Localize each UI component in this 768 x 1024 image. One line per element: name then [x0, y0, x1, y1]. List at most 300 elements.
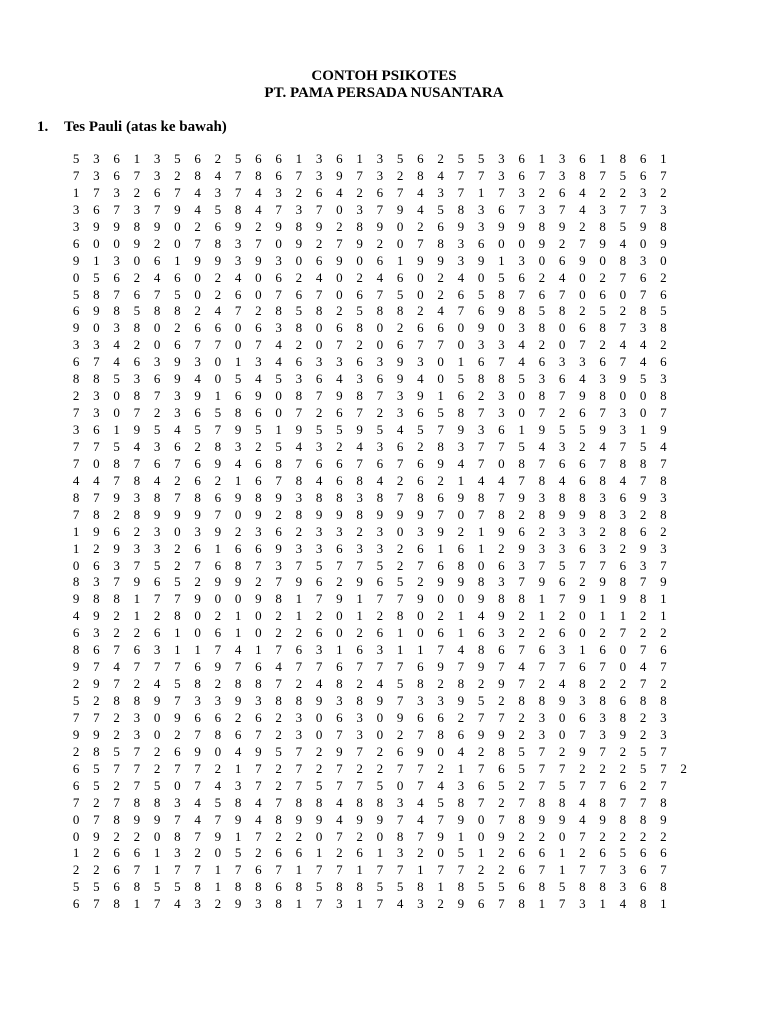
digit-cell: 3 — [315, 167, 323, 183]
digit-cell: 2 — [356, 676, 363, 692]
digit-cell: 9 — [619, 726, 627, 742]
digit-cell: 3 — [356, 371, 363, 387]
digit-cell: 1 — [133, 896, 141, 912]
digit-cell: 0 — [619, 642, 627, 658]
digit-cell: 0 — [457, 591, 465, 607]
digit-cell: 8 — [477, 371, 485, 387]
digit-cell: 4 — [336, 184, 343, 200]
digit-cell: 1 — [356, 151, 363, 166]
digit-cell: 1 — [457, 625, 465, 641]
digit-cell: 6 — [437, 709, 444, 725]
digit-cell: 6 — [174, 438, 181, 454]
digit-cell: 8 — [113, 693, 120, 708]
digit-cell: 7 — [660, 862, 667, 878]
digit-cell: 9 — [234, 896, 242, 912]
digit-cell: 9 — [417, 591, 424, 607]
digit-cell: 6 — [538, 286, 546, 302]
digit-cell: 8 — [234, 879, 242, 895]
digit-cell: 7 — [133, 659, 141, 675]
digit-cell: 7 — [315, 201, 323, 217]
digit-cell: 2 — [214, 608, 222, 624]
digit-cell: 6 — [417, 472, 424, 488]
digit-cell: 7 — [579, 777, 586, 793]
digit-cell: 1 — [93, 252, 100, 268]
digit-cell: 9 — [214, 828, 222, 844]
digit-cell: 6 — [113, 862, 120, 878]
digit-cell: 7 — [153, 201, 161, 217]
digit-cell: 0 — [194, 625, 201, 641]
digit-cell: 0 — [214, 354, 222, 370]
digit-cell: 5 — [214, 201, 222, 217]
digit-cell: 0 — [72, 269, 80, 285]
digit-cell: 6 — [558, 625, 566, 641]
digit-cell: 4 — [275, 337, 282, 353]
digit-cell: 5 — [93, 777, 100, 793]
digit-cell: 9 — [295, 574, 303, 590]
digit-cell: 8 — [579, 676, 586, 692]
digit-cell: 9 — [133, 235, 141, 251]
digit-cell: 4 — [558, 676, 566, 692]
digit-cell: 8 — [599, 693, 606, 708]
digit-cell: 3 — [457, 252, 465, 268]
digit-cell: 0 — [153, 709, 161, 725]
digit-cell: 9 — [336, 167, 343, 183]
digit-cell: 6 — [72, 777, 80, 793]
digit-cell: 8 — [396, 303, 404, 319]
digit-cell: 0 — [396, 235, 404, 251]
digit-cell: 7 — [295, 777, 303, 793]
digit-cell: 6 — [194, 472, 201, 488]
digit-cell: 9 — [93, 676, 100, 692]
digit-cell: 7 — [315, 896, 323, 912]
digit-cell: 9 — [214, 574, 222, 590]
digit-cell: 0 — [214, 845, 222, 861]
digit-cell: 6 — [518, 151, 525, 166]
digit-cell: 6 — [417, 455, 424, 471]
digit-cell: 4 — [194, 371, 201, 387]
digit-cell: 0 — [174, 218, 181, 234]
digit-row — [66, 253, 694, 270]
digit-row — [66, 710, 694, 727]
digit-cell: 3 — [133, 489, 141, 505]
digit-cell: 2 — [498, 862, 505, 878]
digit-cell: 2 — [194, 438, 201, 454]
digit-cell: 3 — [174, 794, 181, 810]
digit-cell: 4 — [194, 201, 201, 217]
digit-cell: 9 — [437, 659, 444, 675]
digit-cell: 6 — [113, 879, 120, 895]
digit-cell: 6 — [477, 777, 485, 793]
digit-cell: 0 — [153, 337, 161, 353]
digit-cell: 7 — [477, 760, 485, 776]
digit-cell: 7 — [396, 811, 404, 827]
digit-cell: 0 — [437, 591, 444, 607]
digit-cell: 9 — [477, 726, 485, 742]
digit-cell: 2 — [93, 862, 100, 878]
digit-cell: 9 — [437, 523, 444, 539]
digit-cell: 7 — [336, 777, 343, 793]
digit-cell: 6 — [214, 557, 222, 573]
digit-cell: 0 — [93, 235, 100, 251]
digit-cell: 9 — [558, 811, 566, 827]
digit-cell: 3 — [498, 625, 505, 641]
digit-cell: 2 — [336, 218, 343, 234]
digit-cell: 3 — [498, 337, 505, 353]
digit-cell: 6 — [518, 845, 525, 861]
digit-cell: 8 — [133, 218, 141, 234]
digit-cell: 6 — [376, 184, 384, 200]
digit-cell: 3 — [356, 489, 363, 505]
digit-cell: 3 — [315, 642, 323, 658]
digit-cell: 0 — [234, 337, 242, 353]
digit-cell: 7 — [518, 472, 525, 488]
digit-cell: 1 — [457, 760, 465, 776]
digit-row — [66, 219, 694, 236]
digit-cell: 8 — [457, 557, 465, 573]
digit-cell: 2 — [255, 438, 262, 454]
digit-cell: 8 — [133, 506, 141, 522]
digit-cell: 6 — [153, 625, 161, 641]
digit-cell: 4 — [538, 438, 546, 454]
digit-cell: 8 — [275, 896, 282, 912]
digit-cell: 3 — [538, 371, 546, 387]
digit-cell: 3 — [356, 726, 363, 742]
digit-cell: 9 — [396, 506, 404, 522]
digit-cell: 7 — [214, 811, 222, 827]
digit-cell: 3 — [579, 354, 586, 370]
digit-cell: 6 — [153, 574, 161, 590]
digit-cell: 7 — [356, 455, 363, 471]
digit-cell: 7 — [558, 659, 566, 675]
digit-cell: 9 — [174, 354, 181, 370]
digit-cell: 8 — [356, 794, 363, 810]
digit-cell: 5 — [457, 371, 465, 387]
digit-cell: 3 — [599, 709, 606, 725]
digit-cell: 4 — [214, 167, 222, 183]
digit-cell: 8 — [336, 676, 343, 692]
digit-cell: 9 — [376, 811, 384, 827]
digit-cell: 9 — [153, 693, 161, 708]
digit-cell: 0 — [518, 405, 525, 421]
digit-cell: 4 — [417, 371, 424, 387]
digit-cell: 9 — [93, 608, 100, 624]
digit-cell: 6 — [660, 286, 667, 302]
digit-cell: 2 — [376, 743, 384, 759]
digit-cell: 8 — [295, 218, 303, 234]
digit-cell: 6 — [133, 286, 141, 302]
digit-cell: 2 — [295, 676, 303, 692]
digit-cell: 7 — [133, 405, 141, 421]
digit-cell: 2 — [214, 286, 222, 302]
digit-cell: 6 — [558, 455, 566, 471]
digit-cell: 5 — [558, 557, 566, 573]
digit-cell: 7 — [153, 896, 161, 912]
digit-cell: 8 — [133, 879, 141, 895]
digit-cell: 2 — [336, 303, 343, 319]
digit-cell: 0 — [599, 252, 606, 268]
digit-cell: 0 — [457, 506, 465, 522]
digit-cell: 9 — [275, 218, 282, 234]
digit-cell: 4 — [599, 438, 606, 454]
digit-cell: 3 — [336, 693, 343, 708]
digit-cell: 6 — [477, 896, 485, 912]
digit-cell: 4 — [255, 201, 262, 217]
digit-cell: 9 — [133, 422, 141, 437]
digit-cell: 2 — [174, 320, 181, 336]
digit-cell: 7 — [437, 337, 444, 353]
digit-cell: 8 — [599, 794, 606, 810]
digit-cell: 7 — [255, 337, 262, 353]
digit-cell: 1 — [457, 608, 465, 624]
digit-cell: 5 — [477, 286, 485, 302]
digit-cell: 0 — [477, 828, 485, 844]
digit-cell: 8 — [660, 472, 667, 488]
digit-cell: 6 — [558, 252, 566, 268]
digit-cell: 0 — [457, 320, 465, 336]
digit-cell: 7 — [194, 828, 201, 844]
digit-cell: 2 — [275, 828, 282, 844]
digit-cell: 8 — [93, 371, 100, 387]
digit-cell: 3 — [255, 354, 262, 370]
digit-cell: 8 — [113, 303, 120, 319]
digit-cell: 7 — [417, 337, 424, 353]
digit-cell: 8 — [133, 472, 141, 488]
digit-cell: 3 — [194, 693, 201, 708]
digit-cell: 1 — [538, 591, 546, 607]
digit-cell: 1 — [417, 642, 424, 658]
digit-cell: 6 — [660, 642, 667, 658]
digit-cell: 7 — [417, 828, 424, 844]
digit-cell: 7 — [639, 574, 647, 590]
digit-cell: 1 — [194, 642, 201, 658]
digit-cell: 7 — [437, 811, 444, 827]
digit-cell: 7 — [477, 405, 485, 421]
digit-cell: 6 — [194, 659, 201, 675]
digit-cell: 8 — [639, 455, 647, 471]
digit-cell: 6 — [194, 405, 201, 421]
digit-cell: 2 — [214, 269, 222, 285]
digit-cell: 8 — [336, 879, 343, 895]
digit-cell: 7 — [93, 659, 100, 675]
digit-cell: 3 — [457, 235, 465, 251]
digit-cell: 4 — [93, 472, 100, 488]
digit-cell: 2 — [538, 184, 546, 200]
digit-cell: 9 — [437, 828, 444, 844]
digit-cell: 7 — [558, 760, 566, 776]
digit-cell: 6 — [376, 371, 384, 387]
digit-cell: 5 — [72, 693, 80, 708]
digit-cell: 6 — [639, 845, 647, 861]
digit-cell: 3 — [72, 422, 80, 437]
digit-cell: 9 — [498, 828, 505, 844]
digit-cell: 7 — [336, 760, 343, 776]
digit-cell: 9 — [579, 252, 586, 268]
digit-cell: 7 — [194, 557, 201, 573]
digit-cell: 4 — [579, 184, 586, 200]
digit-cell: 6 — [153, 371, 161, 387]
digit-row — [66, 405, 694, 422]
digit-cell: 4 — [153, 269, 161, 285]
digit-cell: 0 — [538, 252, 546, 268]
digit-cell: 7 — [72, 167, 80, 183]
digit-cell: 3 — [133, 371, 141, 387]
digit-cell: 8 — [437, 726, 444, 742]
digit-cell: 9 — [153, 218, 161, 234]
digit-cell: 6 — [599, 354, 606, 370]
digit-cell: 5 — [558, 422, 566, 437]
digit-cell: 9 — [133, 574, 141, 590]
digit-cell: 7 — [133, 862, 141, 878]
digit-cell: 1 — [579, 642, 586, 658]
digit-cell: 6 — [194, 709, 201, 725]
digit-cell: 9 — [498, 218, 505, 234]
digit-cell: 8 — [619, 811, 627, 827]
digit-cell: 4 — [72, 472, 80, 488]
digit-cell: 6 — [498, 557, 505, 573]
digit-cell: 6 — [295, 354, 303, 370]
digit-cell: 2 — [579, 845, 586, 861]
digit-cell: 6 — [72, 896, 80, 912]
digit-cell: 2 — [396, 167, 404, 183]
digit-cell: 0 — [336, 625, 343, 641]
digit-cell: 4 — [417, 184, 424, 200]
digit-cell: 7 — [518, 286, 525, 302]
digit-cell: 8 — [234, 201, 242, 217]
digit-cell: 6 — [437, 320, 444, 336]
digit-cell: 3 — [295, 489, 303, 505]
digit-cell: 0 — [315, 320, 323, 336]
digit-cell: 3 — [93, 167, 100, 183]
digit-cell: 2 — [214, 472, 222, 488]
digit-cell: 0 — [396, 777, 404, 793]
digit-cell: 7 — [356, 777, 363, 793]
digit-cell: 7 — [457, 167, 465, 183]
digit-cell: 7 — [518, 676, 525, 692]
digit-cell: 7 — [133, 760, 141, 776]
digit-cell: 7 — [153, 591, 161, 607]
digit-cell: 5 — [275, 438, 282, 454]
digit-cell: 2 — [93, 693, 100, 708]
digit-cell: 1 — [234, 760, 242, 776]
digit-cell: 6 — [255, 455, 262, 471]
digit-cell: 6 — [356, 845, 363, 861]
digit-cell: 8 — [558, 303, 566, 319]
digit-cell: 8 — [579, 167, 586, 183]
digit-cell: 7 — [619, 794, 627, 810]
digit-cell: 6 — [214, 709, 222, 725]
digit-cell: 2 — [295, 337, 303, 353]
digit-cell: 3 — [72, 201, 80, 217]
digit-cell: 8 — [376, 489, 384, 505]
digit-cell: 5 — [518, 760, 525, 776]
digit-cell: 1 — [477, 184, 485, 200]
digit-cell: 8 — [477, 574, 485, 590]
digit-row — [66, 862, 694, 879]
digit-cell: 2 — [255, 303, 262, 319]
digit-cell: 4 — [174, 422, 181, 437]
digit-cell: 6 — [396, 337, 404, 353]
digit-cell: 8 — [295, 472, 303, 488]
digit-cell: 9 — [457, 422, 465, 437]
digit-cell: 9 — [234, 574, 242, 590]
digit-cell: 1 — [498, 252, 505, 268]
digit-cell: 5 — [437, 405, 444, 421]
digit-cell: 7 — [437, 642, 444, 658]
digit-row — [66, 879, 694, 896]
digit-cell: 7 — [275, 472, 282, 488]
digit-cell: 7 — [558, 896, 566, 912]
digit-cell: 0 — [336, 286, 343, 302]
digit-cell: 9 — [457, 693, 465, 708]
digit-cell: 6 — [336, 659, 343, 675]
digit-cell: 6 — [336, 455, 343, 471]
digit-cell: 7 — [396, 693, 404, 708]
digit-cell: 2 — [174, 540, 181, 556]
digit-row — [66, 608, 694, 625]
digit-cell: 2 — [174, 472, 181, 488]
digit-cell: 9 — [113, 218, 120, 234]
digit-cell: 5 — [315, 422, 323, 437]
digit-cell: 8 — [660, 693, 667, 708]
digit-cell: 8 — [457, 879, 465, 895]
digit-cell: 8 — [174, 303, 181, 319]
digit-cell: 8 — [498, 591, 505, 607]
digit-cell: 3 — [234, 252, 242, 268]
digit-cell: 2 — [518, 777, 525, 793]
digit-cell: 3 — [93, 625, 100, 641]
digit-cell: 8 — [639, 811, 647, 827]
digit-cell: 5 — [599, 303, 606, 319]
digit-cell: 0 — [619, 286, 627, 302]
digit-cell: 2 — [518, 506, 525, 522]
digit-row — [66, 693, 694, 710]
digit-cell: 0 — [376, 709, 384, 725]
digit-cell: 0 — [113, 235, 120, 251]
digit-cell: 4 — [113, 659, 120, 675]
digit-cell: 6 — [336, 472, 343, 488]
digit-cell: 9 — [72, 726, 80, 742]
digit-cell: 9 — [376, 506, 384, 522]
digit-cell: 9 — [457, 811, 465, 827]
digit-cell: 5 — [477, 151, 485, 166]
digit-cell: 8 — [639, 693, 647, 708]
digit-cell: 8 — [113, 591, 120, 607]
digit-cell: 3 — [234, 777, 242, 793]
digit-cell: 7 — [93, 811, 100, 827]
digit-cell: 9 — [194, 388, 201, 404]
digit-cell: 8 — [660, 506, 667, 522]
digit-cell: 3 — [538, 709, 546, 725]
digit-cell: 7 — [639, 642, 647, 658]
digit-cell: 7 — [234, 167, 242, 183]
digit-cell: 9 — [558, 506, 566, 522]
digit-cell: 8 — [660, 388, 667, 404]
digit-cell: 2 — [437, 760, 444, 776]
digit-cell: 8 — [255, 676, 262, 692]
digit-cell: 3 — [417, 693, 424, 708]
digit-cell: 5 — [275, 743, 282, 759]
digit-cell: 5 — [153, 422, 161, 437]
digit-cell: 7 — [336, 862, 343, 878]
digit-cell: 6 — [599, 642, 606, 658]
digit-cell: 7 — [194, 337, 201, 353]
digit-cell: 7 — [599, 862, 606, 878]
digit-cell: 8 — [437, 235, 444, 251]
digit-cell: 8 — [518, 455, 525, 471]
digit-cell: 9 — [579, 743, 586, 759]
digit-cell: 7 — [255, 235, 262, 251]
digit-cell: 6 — [579, 540, 586, 556]
